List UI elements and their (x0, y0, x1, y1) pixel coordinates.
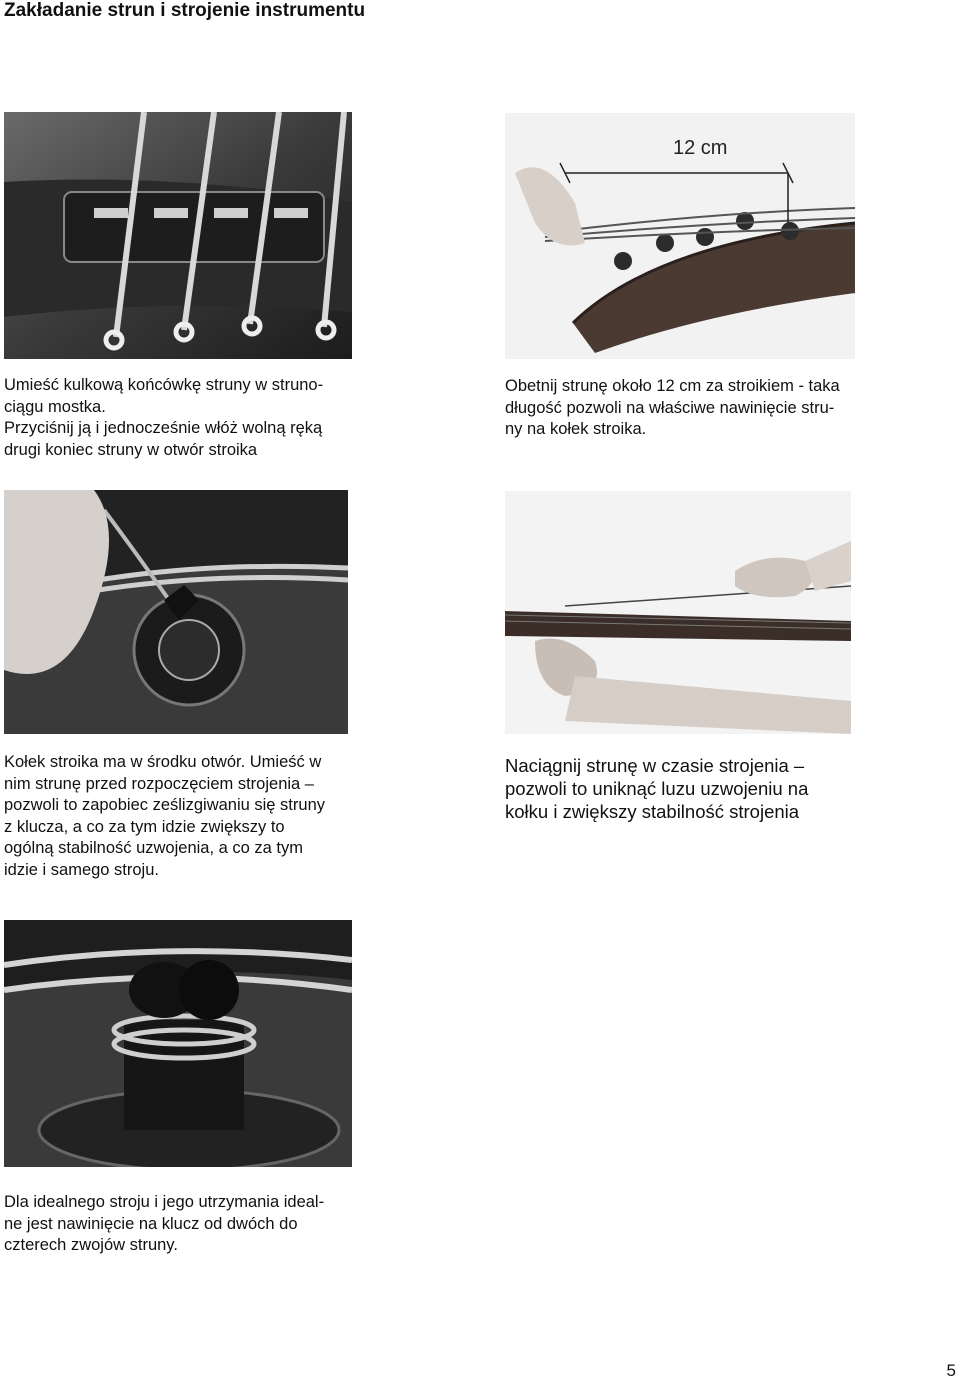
caption-line: pozwoli to uniknąć luzu uzwojeniu na (505, 778, 809, 799)
headstock-cut-photo (505, 113, 855, 359)
wound-peg-closeup-photo (4, 920, 352, 1167)
caption-tension (505, 754, 885, 823)
caption-bridge (4, 375, 364, 461)
caption-line: idzie i samego stroju. (4, 860, 159, 879)
caption-peg (4, 752, 374, 881)
measure-label: 12 cm (673, 137, 728, 159)
caption-wound (4, 1192, 384, 1257)
caption-line: czterech zwojów struny. (4, 1236, 178, 1254)
string-tension-photo (505, 491, 851, 734)
caption-line: Przyciśnij ją i jednocześnie włóż wolną ręką (4, 419, 323, 437)
caption-line: ny na kołek stroika. (505, 420, 647, 438)
page-title: Zakładanie strun i strojenie instrumentu (4, 0, 366, 21)
caption-line: długość pozwoli na właściwe nawinięcie stru- (505, 398, 835, 417)
tuning-peg-hole-photo (4, 490, 348, 734)
caption-line: Naciągnij strunę w czasie strojenia – (505, 755, 805, 776)
caption-line: ogólną stabilność uzwojenia, a co za tym (4, 839, 303, 857)
bass-bridge-photo (4, 112, 352, 359)
caption-line: pozwoli to zapobiec ześlizgiwaniu się struny (4, 796, 325, 814)
caption-line: Kołek stroika ma w środku otwór. Umieść w (4, 753, 322, 771)
caption-line: Dla idealnego stroju i jego utrzymania ideal- (4, 1193, 325, 1211)
caption-line: kołku i zwiększy stabilność strojenia (505, 801, 800, 822)
caption-line: drugi koniec struny w otwór stroika (4, 440, 258, 459)
caption-line: nim strunę przed rozpoczęciem strojenia – (4, 774, 314, 793)
caption-line: Obetnij strunę około 12 cm za stroikiem - taka (505, 377, 840, 395)
caption-line: z klucza, a co za tym idzie zwiększy to (4, 817, 285, 836)
caption-line: Umieść kulkową końcówkę struny w struno- (4, 376, 324, 394)
caption-headstock (505, 376, 885, 441)
caption-line: ciągu mostka. (4, 397, 106, 416)
caption-line: ne jest nawinięcie na klucz od dwóch do (4, 1214, 298, 1233)
page-number: 5 (946, 1361, 956, 1380)
